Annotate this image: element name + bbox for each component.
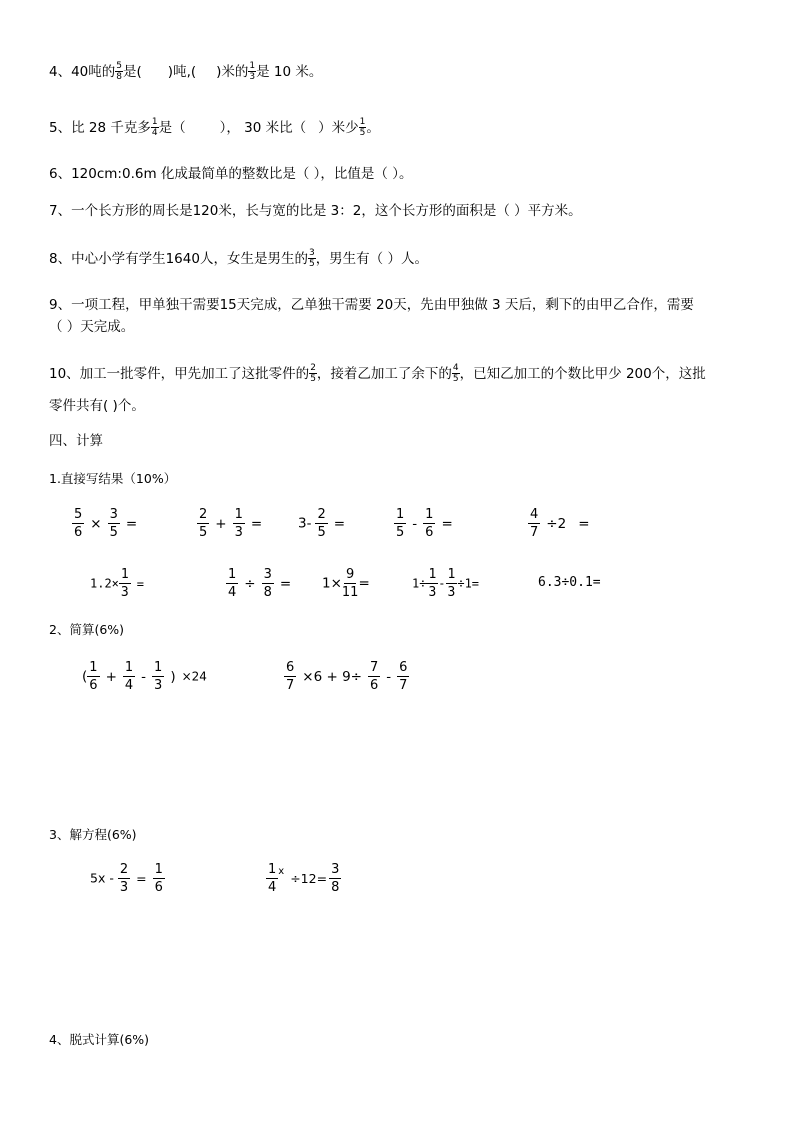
numerator: 1: [428, 567, 437, 582]
denominator: 8: [331, 880, 340, 895]
prefix: 1.2×: [90, 576, 119, 591]
numerator: 6: [286, 660, 295, 675]
numerator: 2: [199, 507, 208, 522]
equation-1: [90, 863, 165, 894]
simplify-expr-1: [82, 661, 207, 692]
fraction: [368, 661, 380, 692]
fraction: [266, 863, 278, 894]
prefix: 1÷: [412, 576, 427, 591]
fraction: [423, 508, 435, 539]
denominator: 3: [447, 585, 456, 600]
numerator: 1: [234, 507, 243, 522]
numerator: 1: [268, 862, 277, 877]
numerator: 1: [89, 660, 98, 675]
question-5: [49, 118, 380, 138]
question-8: [49, 249, 428, 269]
operator: +: [215, 515, 227, 532]
operator: ÷: [244, 575, 256, 592]
expr-1-2: [197, 508, 268, 539]
denominator: 6: [89, 678, 98, 693]
fraction: [72, 508, 84, 539]
question-10-line-2: 零件共有( )个。: [49, 398, 145, 414]
operator: ×6 + 9÷: [302, 668, 362, 685]
equals: =: [136, 576, 144, 591]
denominator: 8: [116, 72, 123, 82]
equals: =: [125, 515, 138, 532]
operator: -: [141, 668, 147, 685]
equation-2: [266, 863, 341, 894]
denominator: 5: [452, 374, 459, 384]
q4-text-f: 是 10 米。: [256, 64, 323, 80]
fraction: [118, 863, 130, 894]
operator: -: [438, 576, 446, 591]
expr-1-5: [528, 508, 596, 539]
denominator: 4: [268, 880, 277, 895]
denominator: 7: [399, 678, 408, 693]
variable: x: [278, 866, 285, 877]
suffix: ÷1=: [457, 576, 480, 591]
fraction: [197, 508, 209, 539]
part-3-title: 3、解方程(6%): [49, 827, 137, 842]
numerator: 2: [317, 507, 326, 522]
fraction: [153, 863, 165, 894]
equals: =: [333, 515, 346, 532]
expr-2-1: [90, 568, 150, 599]
denominator: 6: [74, 525, 83, 540]
numerator: 3: [308, 248, 315, 258]
q4-text-c: )吨,(: [167, 64, 197, 80]
expr-1-3: [298, 508, 351, 539]
fraction: [309, 364, 317, 384]
open-paren: (: [82, 668, 88, 685]
fraction: [152, 661, 164, 692]
numerator: 1: [447, 567, 456, 582]
operator: +: [105, 668, 117, 685]
denominator: 7: [286, 678, 295, 693]
equals: =: [279, 575, 292, 592]
denominator: 3: [154, 678, 163, 693]
numerator: 2: [119, 862, 129, 877]
denominator: 4: [124, 678, 134, 693]
q5-text-f: 。: [366, 120, 380, 136]
numerator: 3: [263, 567, 272, 582]
equals: =: [358, 575, 370, 592]
numerator: 1: [154, 862, 163, 877]
q5-text-c: ）， 30 米比（: [219, 120, 307, 136]
numerator: 5: [116, 61, 123, 71]
q8-text-b: ，男生有（ ）人。: [315, 251, 428, 267]
fraction: [426, 568, 438, 599]
denominator: 3: [120, 585, 129, 600]
prefix: 3-: [298, 515, 312, 532]
prefix: 5x -: [90, 870, 114, 886]
fraction: [262, 568, 274, 599]
operator: ×: [90, 515, 102, 532]
q5-text-b: 是（: [158, 120, 186, 136]
question-6: 6、120cm:0.6m 化成最简单的整数比是（ ），比值是（ ）。: [49, 166, 413, 182]
denominator: 4: [228, 585, 237, 600]
q10-text-c: ，已知乙加工的个数比甲少 200个，这批: [459, 366, 706, 382]
numerator: 4: [452, 363, 459, 373]
denominator: 5: [308, 259, 315, 269]
numerator: 4: [530, 507, 539, 522]
numerator: 1: [396, 507, 405, 522]
fraction: [284, 661, 296, 692]
simplify-expr-2: [284, 661, 409, 692]
expr-1-1: [72, 508, 143, 539]
fraction: [342, 568, 359, 599]
suffix: ×24: [181, 669, 207, 684]
operator: ÷12=: [290, 870, 328, 886]
section-title: 四、计算: [49, 433, 103, 449]
denominator: 5: [396, 525, 405, 540]
numerator: 6: [399, 660, 408, 675]
question-4: [49, 62, 322, 82]
denominator: 5: [359, 128, 366, 138]
denominator: 6: [154, 880, 163, 895]
fraction: [329, 863, 341, 894]
fraction: [119, 568, 131, 599]
operator: -: [412, 515, 418, 532]
expr-1-4: [394, 508, 459, 539]
operator: -: [386, 668, 392, 685]
denominator: 3: [119, 880, 129, 895]
fraction: [248, 62, 256, 82]
expr-2-4: [412, 568, 479, 599]
numerator: 1: [120, 567, 129, 582]
equals: =: [136, 870, 147, 886]
denominator: 4: [151, 128, 158, 138]
part-4-title: 4、脱式计算(6%): [49, 1032, 150, 1047]
question-9-line-1: 9、一项工程，甲单独干需要15天完成，乙单独干需要 20天，先由甲独做 3 天后，剩下的由甲乙合作，需要: [49, 297, 694, 313]
denominator: 3: [249, 72, 256, 82]
fraction: [87, 661, 99, 692]
denominator: 5: [310, 374, 316, 384]
operator: ÷2: [546, 515, 567, 532]
q4-text-e: )米的: [216, 64, 249, 80]
q10-text-b: ，接着乙加工了余下的: [316, 366, 452, 382]
question-7: 7、一个长方形的周长是120米，长与宽的比是 3：2，这个长方形的面积是（ ）平方米。: [49, 203, 582, 219]
fraction: [397, 661, 409, 692]
numerator: 9: [346, 567, 355, 582]
fraction: [308, 249, 316, 269]
numerator: 1: [154, 660, 163, 675]
fraction: [528, 508, 540, 539]
fraction: [123, 661, 135, 692]
numerator: 2: [310, 363, 316, 373]
fraction: [452, 364, 460, 384]
numerator: 1: [249, 61, 256, 71]
denominator: 3: [234, 525, 243, 540]
fraction: [226, 568, 238, 599]
numerator: 3: [331, 862, 340, 877]
denominator: 11: [341, 585, 359, 600]
numerator: 1: [359, 117, 366, 127]
numerator: 1: [228, 567, 237, 582]
fraction: [115, 62, 123, 82]
denominator: 5: [199, 525, 208, 540]
fraction: [446, 568, 458, 599]
fraction: [108, 508, 120, 539]
denominator: 5: [109, 525, 118, 540]
denominator: 8: [263, 585, 272, 600]
q4-text-a: 4、40吨的: [49, 64, 116, 80]
part-2-title: 2、简算(6%): [49, 622, 125, 637]
fraction: [315, 508, 327, 539]
numerator: 3: [109, 507, 118, 522]
close-paren: ): [170, 668, 176, 685]
q5-text-e: ）米少: [318, 120, 359, 136]
numerator: 7: [369, 660, 379, 675]
q4-text-b: 是(: [123, 64, 142, 80]
q10-text-a: 10、加工一批零件，甲先加工了这批零件的: [49, 366, 310, 382]
equals: =: [250, 515, 263, 532]
denominator: 6: [425, 525, 434, 540]
equals: =: [578, 515, 590, 532]
denominator: 7: [530, 525, 539, 540]
q5-text-a: 5、比 28 千克多: [49, 120, 151, 136]
denominator: 5: [317, 525, 326, 540]
numerator: 5: [74, 507, 83, 522]
part-1-title: 1.直接写结果（10%）: [49, 471, 177, 486]
numerator: 1: [151, 117, 158, 127]
prefix: 1×: [322, 575, 342, 592]
question-9-line-2: （ ）天完成。: [49, 319, 135, 335]
q8-text-a: 8、中心小学有学生1640人，女生是男生的: [49, 251, 308, 267]
numerator: 1: [124, 660, 134, 675]
expr-2-3: [322, 568, 370, 599]
equals: =: [441, 515, 453, 532]
denominator: 3: [428, 585, 437, 600]
fraction: [233, 508, 245, 539]
numerator: 1: [425, 507, 434, 522]
denominator: 6: [369, 678, 379, 693]
expr-2-5: 6.3÷0.1=: [538, 575, 601, 590]
question-10-line-1: [49, 364, 706, 384]
expr-2-2: [226, 568, 297, 599]
fraction: [151, 118, 159, 138]
fraction: [394, 508, 406, 539]
